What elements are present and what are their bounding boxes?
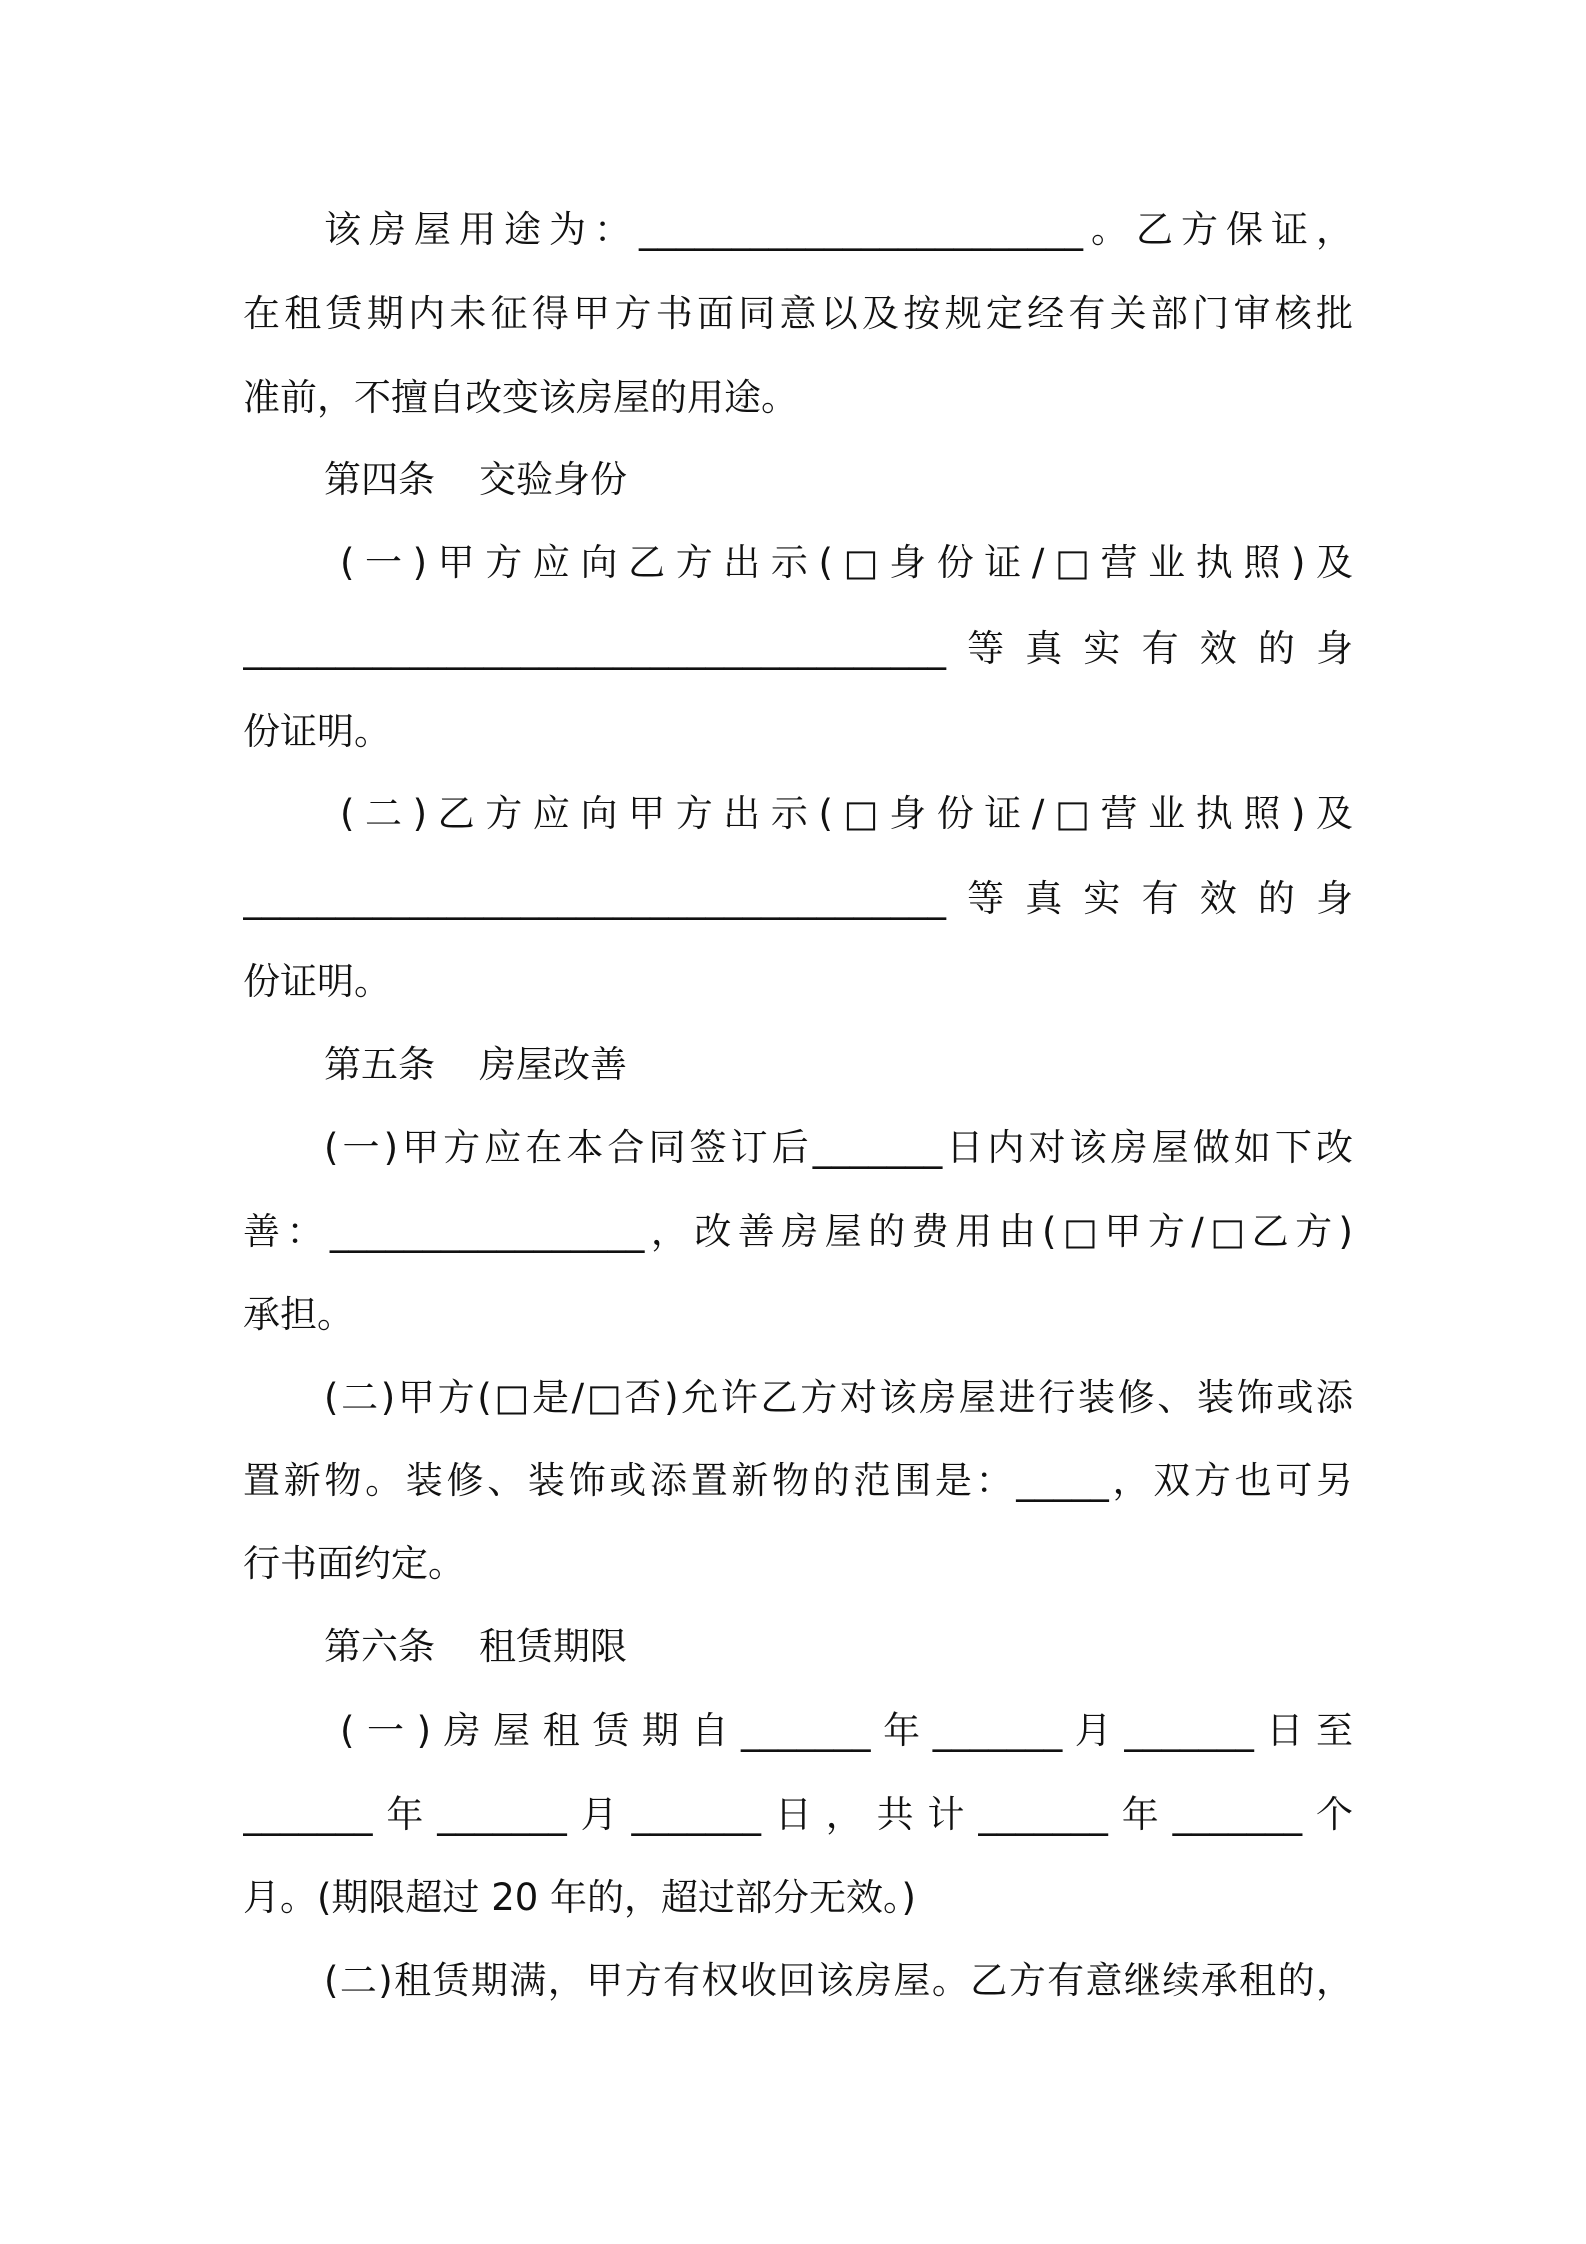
identity-a-line-3: 份证明。 — [243, 710, 391, 753]
improvement-a-line-3: 承担。 — [243, 1293, 354, 1336]
improvement-b-line-2: 置新物。装修、装饰或添置新物的范围是：_____，双方也可另 — [243, 1459, 1353, 1502]
identity-a-line-1: (一)甲方应向乙方出示(□身份证/□营业执照)及 — [340, 541, 1353, 584]
identity-b-line-1: (二)乙方应向甲方出示(□身份证/□营业执照)及 — [340, 792, 1353, 835]
article-4-title: 交验身份 — [479, 458, 627, 501]
term-a-line-1: (一)房屋租赁期自_______年_______月_______日至 — [340, 1709, 1353, 1752]
term-a-line-3: 月。(期限超过 20 年的，超过部分无效。) — [243, 1876, 916, 1919]
article-6-heading — [324, 1617, 627, 1677]
identity-a-line-2: ______________________________________等真实有效的身 — [243, 627, 1353, 670]
improvement-b-line-3: 行书面约定。 — [243, 1542, 465, 1585]
usage-line-1: 该房屋用途为：________________________。乙方保证， — [324, 208, 1353, 251]
article-5-number: 第五条 — [324, 1043, 435, 1086]
identity-b-line-3: 份证明。 — [243, 960, 391, 1003]
term-a-line-2: _______年_______月_______日，共计_______年_______个 — [243, 1793, 1353, 1836]
article-4-heading — [324, 450, 627, 510]
usage-line-2: 在租赁期内未征得甲方书面同意以及按规定经有关部门审核批 — [243, 292, 1353, 335]
improvement-a-line-1: (一)甲方应在本合同签订后_______日内对该房屋做如下改 — [324, 1126, 1353, 1169]
improvement-a-line-2: 善：_________________，改善房屋的费用由(□甲方/□乙方) — [243, 1210, 1353, 1253]
term-b-line-1: (二)租赁期满，甲方有权收回该房屋。乙方有意继续承租的， — [324, 1959, 1353, 2002]
usage-line-3: 准前，不擅自改变该房屋的用途。 — [243, 376, 798, 419]
article-5-heading — [324, 1035, 627, 1095]
article-6-number: 第六条 — [324, 1625, 435, 1668]
improvement-b-line-1: (二)甲方(□是/□否)允许乙方对该房屋进行装修、装饰或添 — [324, 1376, 1353, 1419]
article-6-title: 租赁期限 — [479, 1625, 627, 1668]
article-5-title: 房屋改善 — [479, 1043, 627, 1086]
identity-b-line-2: ______________________________________等真实有效的身 — [243, 877, 1353, 920]
article-4-number: 第四条 — [324, 458, 435, 501]
